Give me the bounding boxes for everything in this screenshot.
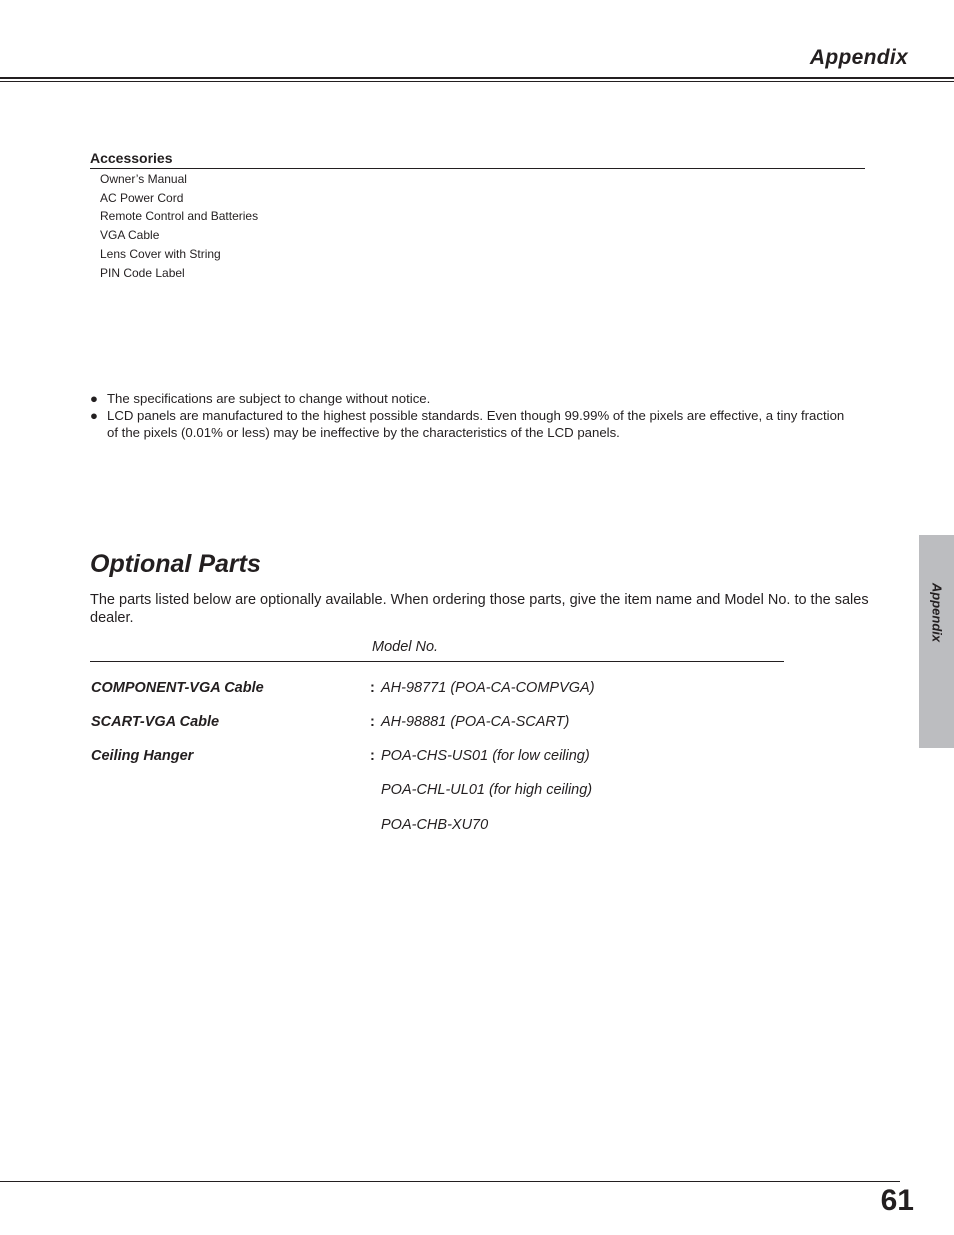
footer-rule <box>0 1181 900 1182</box>
part-model: POA-CHS-US01 (for low ceiling) <box>381 748 590 764</box>
list-item: AC Power Cord <box>100 190 184 205</box>
accessories-rule <box>90 168 865 169</box>
part-colon: : <box>370 680 375 696</box>
model-no-header: Model No. <box>372 639 439 655</box>
part-model: POA-CHL-UL01 (for high ceiling) <box>381 782 593 798</box>
part-model: AH-98881 (POA-CA-SCART) <box>381 714 570 730</box>
accessories-heading: Accessories <box>90 150 173 166</box>
parts-table-rule <box>90 661 784 662</box>
list-item: Remote Control and Batteries <box>100 209 259 224</box>
header-rule-thin <box>0 81 954 82</box>
note-item <box>90 407 850 441</box>
part-colon: : <box>370 748 375 764</box>
part-model: POA-CHB-XU70 <box>381 817 489 833</box>
accessories-list <box>100 170 258 282</box>
spec-notes <box>90 390 850 441</box>
optional-parts-intro: The parts listed below are optionally available. When ordering those parts, give the item name and Model No. to the sales dealer. <box>90 592 869 626</box>
note-text: LCD panels are manufactured to the highest possible standards. Even though 99.99% of the pixels are effective, a tiny fraction of the pixels (0.01% or less) may be ineffective by the characteristics of the LCD panels. <box>107 408 845 440</box>
list-item: Lens Cover with String <box>100 246 221 261</box>
side-tab <box>919 535 954 748</box>
bullet-icon: ● <box>90 408 98 423</box>
part-name: Ceiling Hanger <box>91 748 194 764</box>
part-name: SCART-VGA Cable <box>91 714 220 730</box>
list-item: Owner’s Manual <box>100 172 187 186</box>
list-item: VGA Cable <box>100 228 160 243</box>
section-header-title: Appendix <box>809 46 908 69</box>
side-tab-label: Appendix <box>929 582 944 643</box>
optional-parts-title: Optional Parts <box>90 550 261 578</box>
note-item <box>90 390 850 407</box>
part-colon: : <box>370 714 375 730</box>
note-text: The specifications are subject to change without notice. <box>107 391 431 406</box>
part-name: COMPONENT-VGA Cable <box>91 680 264 696</box>
bullet-icon: ● <box>90 391 98 406</box>
header-rule-thick <box>0 77 954 79</box>
list-item: PIN Code Label <box>100 265 185 280</box>
page-number: 61 <box>880 1184 914 1217</box>
part-model: AH-98771 (POA-CA-COMPVGA) <box>381 680 595 696</box>
